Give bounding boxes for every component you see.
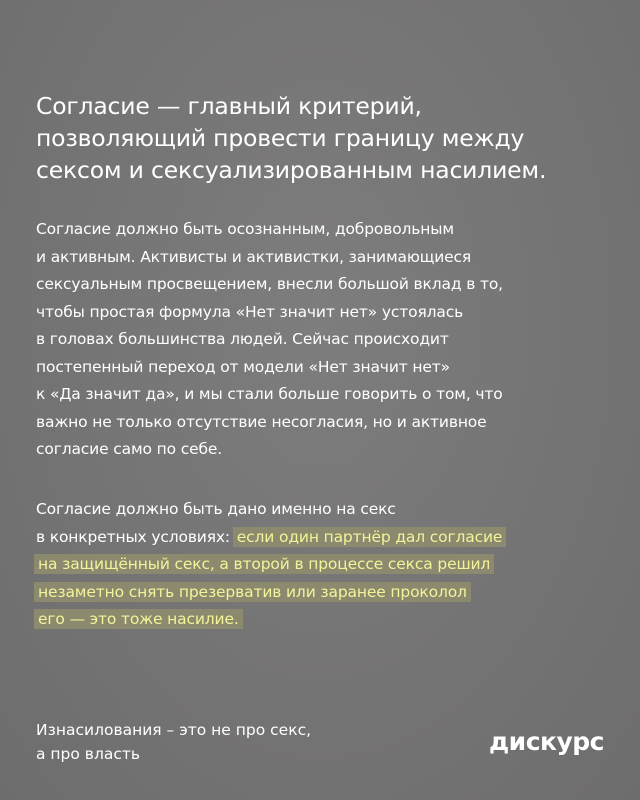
paragraph-line: к «Да значит да», и мы стали больше говорить о том, что: [36, 385, 503, 403]
paragraph-line: чтобы простая формула «Нет значит нет» устоялась: [36, 302, 464, 321]
paragraph-line: согласие само по себе.: [36, 440, 223, 458]
headline-line: Согласие — главный критерий,: [36, 92, 422, 120]
paragraph-line: [36, 551, 616, 579]
paragraph-line: [36, 524, 616, 552]
body-paragraph-2: [36, 496, 616, 634]
footer-caption: [36, 718, 311, 766]
headline: [36, 90, 616, 186]
highlighted-text: незаметно снять презерватив или заранее проколол: [34, 582, 471, 602]
highlighted-text: на защищённый секс, а второй в процессе секса решил: [34, 554, 494, 574]
paragraph-line: сексуальным просвещением, внесли большой вклад в то,: [36, 275, 503, 293]
highlighted-text: если один партнёр дал согласие: [233, 527, 506, 547]
paragraph-line: важно не только отсутствие несогласия, но и активное: [36, 412, 487, 431]
paragraph-line: в головах большинства людей. Сейчас происходит: [36, 330, 449, 348]
caption-line: Изнасилования – это не про секс,: [36, 721, 312, 739]
paragraph-line: и активным. Активисты и активистки, занимающиеся: [36, 247, 472, 266]
paragraph-line: Согласие должно быть дано именно на секс: [36, 500, 396, 518]
paragraph-text: в конкретных условиях:: [36, 527, 230, 546]
body-paragraph-1: [36, 216, 616, 464]
headline-line: сексом и сексуализированным насилием.: [36, 156, 547, 184]
paragraph-line: [36, 606, 616, 634]
caption-line: а про власть: [36, 745, 141, 763]
paragraph-line: [36, 579, 616, 607]
paragraph-line: постепенный переход от модели «Нет значит нет»: [36, 357, 450, 376]
highlighted-text: его — это тоже насилие.: [34, 609, 243, 629]
headline-line: позволяющий провести границу между: [36, 124, 525, 152]
brand-logo: дискурс: [488, 727, 604, 756]
paragraph-line: Согласие должно быть осознанным, добровольным: [36, 220, 454, 238]
